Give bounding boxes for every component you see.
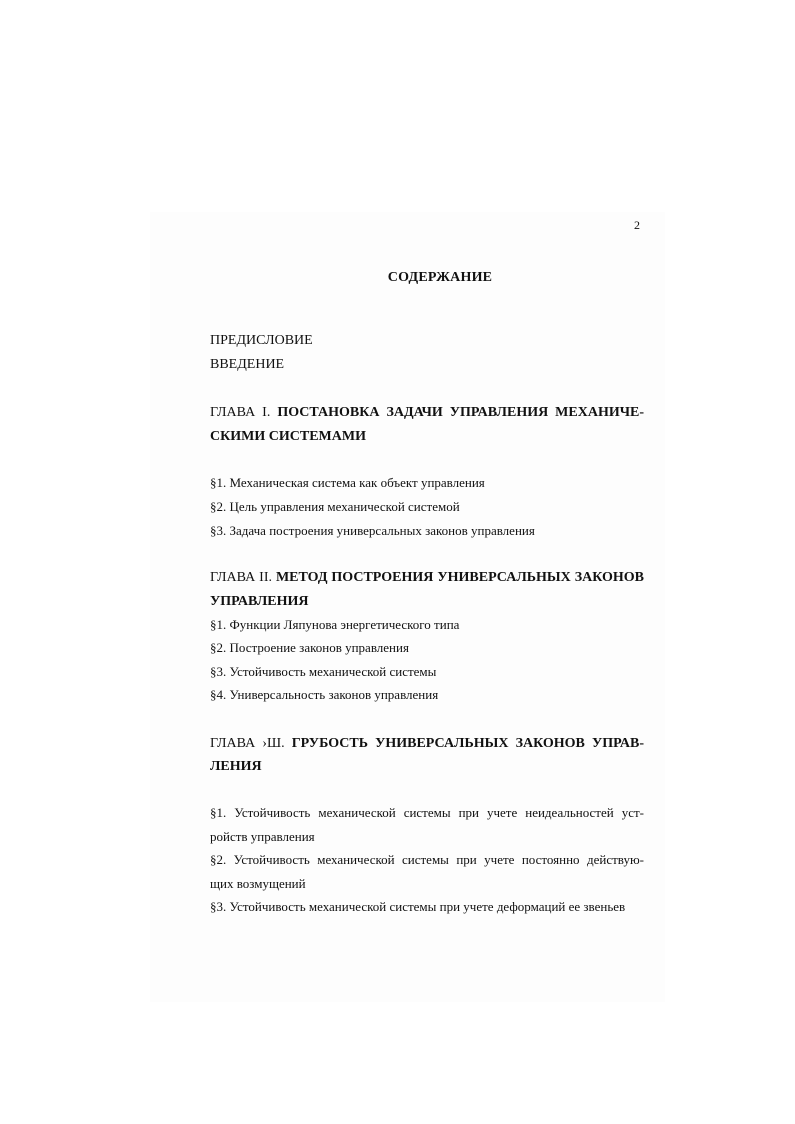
chapter-2-section-3: §3. Устойчивость механической системы <box>210 664 437 679</box>
chapter-3-label: ГЛАВА ›Ш. <box>210 736 285 751</box>
chapter-1-section-2: §2. Цель управления механической системой <box>210 499 460 514</box>
chapter-1-section-1: §1. Механическая система как объект управления <box>210 475 485 490</box>
chapter-2-title-line1: МЕТОД ПОСТРОЕНИЯ УНИВЕРСАЛЬНЫХ ЗАКОНОВ <box>275 570 645 585</box>
chapter-2-label: ГЛАВА II. <box>210 570 272 585</box>
chapter-3-section-2-line1: §2. Устойчивость механической системы при учете постоянно действую- <box>210 852 644 867</box>
chapter-1-label: ГЛАВА I. <box>210 405 271 420</box>
chapter-2-section-1: §1. Функции Ляпунова энергетического типа <box>210 617 460 632</box>
chapter-2-title-line2: УПРАВЛЕНИЯ <box>210 594 309 609</box>
chapter-3-heading <box>210 731 644 757</box>
chapter-2-heading <box>210 565 644 591</box>
chapter-1-heading <box>210 400 644 426</box>
toc-entry-introduction: ВВЕДЕНИЕ <box>210 357 285 372</box>
chapter-3-title-line2: ЛЕНИЯ <box>210 759 262 774</box>
chapter-3-section-1-line1: §1. Устойчивость механической системы при учете неидеальностей уст- <box>210 805 644 820</box>
chapter-3-title-line1: ГРУБОСТЬ УНИВЕРСАЛЬНЫХ ЗАКОНОВ УПРАВ- <box>291 736 645 751</box>
page-number: 2 <box>634 218 640 232</box>
chapter-1-title-line1: ПОСТАНОВКА ЗАДАЧИ УПРАВЛЕНИЯ МЕХАНИЧЕ- <box>277 405 645 420</box>
chapter-3-section-2-line2: щих возмущений <box>210 876 306 891</box>
chapter-2-section-4: §4. Универсальность законов управления <box>210 687 439 702</box>
chapter-1-title-line2: СКИМИ СИСТЕМАМИ <box>210 429 366 444</box>
chapter-3-section-1-line2: ройств управления <box>210 829 315 844</box>
chapter-2-section-2: §2. Построение законов управления <box>210 640 409 655</box>
chapter-1-section-3: §3. Задача построения универсальных законов управления <box>210 523 535 538</box>
chapter-3-section-3: §3. Устойчивость механической системы при учете деформаций ее звеньев <box>210 899 626 914</box>
toc-entry-preface: ПРЕДИСЛОВИЕ <box>210 333 313 348</box>
page-title: СОДЕРЖАНИЕ <box>387 270 493 285</box>
